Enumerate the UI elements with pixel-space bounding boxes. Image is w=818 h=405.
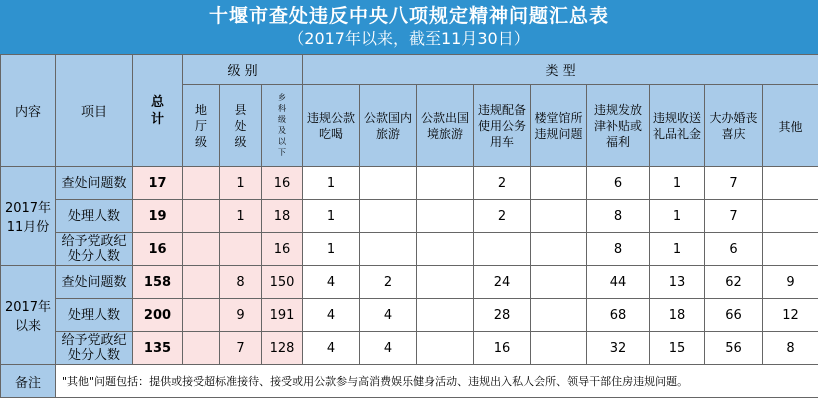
row-value — [183, 167, 220, 200]
header-type-4 — [531, 85, 587, 167]
summary-table — [0, 54, 818, 398]
row-value: 18 — [262, 200, 303, 233]
table-row — [1, 266, 818, 299]
header-type-label: 公款出国境旅游 — [421, 110, 470, 141]
row-item-label — [56, 332, 133, 365]
row-value: 62 — [705, 266, 763, 299]
section-label-text: 2017年以来 — [4, 300, 52, 334]
row-value: 1 — [303, 233, 360, 266]
row-value — [474, 233, 531, 266]
row-value — [360, 200, 417, 233]
row-value — [531, 299, 587, 332]
header-level-group: 级 别 — [183, 55, 303, 85]
table-body — [1, 167, 818, 365]
row-value — [183, 332, 220, 365]
row-item-label — [56, 233, 133, 266]
table-row — [1, 233, 818, 266]
row-item-label — [56, 299, 133, 332]
row-value: 1 — [303, 167, 360, 200]
row-value — [417, 299, 474, 332]
row-value: 4 — [303, 299, 360, 332]
note-label: 备注 — [1, 365, 56, 398]
row-value: 56 — [705, 332, 763, 365]
header-level-label: 乡科级及以下 — [278, 93, 286, 157]
row-total: 19 — [133, 200, 183, 233]
table-row — [1, 332, 818, 365]
row-value: 9 — [763, 266, 818, 299]
header-type-label: 大办婚丧喜庆 — [709, 110, 758, 141]
header-type-3 — [474, 85, 531, 167]
row-value: 24 — [474, 266, 531, 299]
row-value: 1 — [220, 200, 262, 233]
row-value — [417, 332, 474, 365]
row-value: 1 — [650, 167, 705, 200]
row-value: 32 — [587, 332, 650, 365]
header-type-label: 公款国内旅游 — [364, 110, 413, 141]
row-value — [531, 332, 587, 365]
header-type-label: 违规发放津补贴或福利 — [594, 102, 643, 149]
row-value: 8 — [587, 233, 650, 266]
row-value: 7 — [220, 332, 262, 365]
row-value: 12 — [763, 299, 818, 332]
row-value — [763, 233, 818, 266]
header-type-5 — [587, 85, 650, 167]
row-value: 6 — [705, 233, 763, 266]
row-value: 7 — [705, 167, 763, 200]
row-value: 1 — [650, 200, 705, 233]
note-text: "其他"问题包括：提供或接受超标准接待、接受或用公款参与高消费娱乐健身活动、违规出入私人会所、领导干部住房违规问题。 — [56, 365, 818, 398]
row-item-text: 给予党政纪处分人数 — [61, 333, 127, 363]
header-level-0 — [183, 85, 220, 167]
row-value: 7 — [705, 200, 763, 233]
row-value: 8 — [220, 266, 262, 299]
header-total-label: 总计 — [150, 94, 164, 127]
row-value — [183, 200, 220, 233]
row-item-text: 处理人数 — [67, 307, 120, 323]
row-value: 18 — [650, 299, 705, 332]
table-header — [1, 55, 818, 167]
row-value — [531, 200, 587, 233]
row-value: 9 — [220, 299, 262, 332]
header-type-label: 楼堂馆所违规问题 — [534, 110, 583, 141]
row-value — [360, 233, 417, 266]
row-value — [531, 167, 587, 200]
row-value: 15 — [650, 332, 705, 365]
header-type-6 — [650, 85, 705, 167]
row-item-label — [56, 200, 133, 233]
row-value — [183, 233, 220, 266]
row-total: 17 — [133, 167, 183, 200]
header-level-2 — [262, 85, 303, 167]
row-value: 8 — [763, 332, 818, 365]
section-label — [1, 167, 56, 266]
table-row — [1, 299, 818, 332]
row-value: 68 — [587, 299, 650, 332]
report-title: 十堰市查处违反中央八项规定精神问题汇总表 — [208, 5, 609, 27]
row-value: 28 — [474, 299, 531, 332]
row-value — [417, 200, 474, 233]
row-value: 44 — [587, 266, 650, 299]
row-value: 16 — [262, 167, 303, 200]
row-value: 66 — [705, 299, 763, 332]
row-item-text: 处理人数 — [67, 208, 120, 224]
row-item-label — [56, 266, 133, 299]
row-value: 4 — [360, 299, 417, 332]
row-value: 2 — [474, 167, 531, 200]
row-value — [763, 167, 818, 200]
row-value — [531, 266, 587, 299]
row-value: 4 — [303, 266, 360, 299]
row-total: 200 — [133, 299, 183, 332]
row-value — [417, 233, 474, 266]
row-value: 13 — [650, 266, 705, 299]
row-value: 4 — [303, 332, 360, 365]
row-total: 158 — [133, 266, 183, 299]
report-subtitle: （2017年以来，截至11月30日） — [288, 29, 530, 48]
row-total: 135 — [133, 332, 183, 365]
header-type-label: 违规收送礼品礼金 — [653, 110, 702, 141]
row-item-text: 给予党政纪处分人数 — [61, 234, 127, 264]
row-value — [417, 167, 474, 200]
row-item-text: 查处问题数 — [61, 175, 127, 191]
header-type-label: 其他 — [778, 120, 803, 134]
row-value: 150 — [262, 266, 303, 299]
row-value: 6 — [587, 167, 650, 200]
row-item-text: 查处问题数 — [61, 274, 127, 290]
row-value: 1 — [650, 233, 705, 266]
row-value: 1 — [303, 200, 360, 233]
header-type-group: 类 型 — [303, 55, 818, 85]
row-value — [183, 266, 220, 299]
header-type-label: 违规配备使用公务用车 — [478, 102, 527, 149]
header-type-label: 违规公款吃喝 — [307, 110, 356, 141]
header-type-2 — [417, 85, 474, 167]
header-level-label: 地厅级 — [194, 102, 207, 149]
header-level-label: 县处级 — [234, 102, 247, 149]
row-value: 4 — [360, 332, 417, 365]
row-value: 2 — [360, 266, 417, 299]
section-label-text: 2017年11月份 — [4, 201, 52, 235]
row-value — [531, 233, 587, 266]
header-type-7 — [705, 85, 763, 167]
header-type-8 — [763, 85, 818, 167]
row-value: 8 — [587, 200, 650, 233]
header-item: 项目 — [56, 55, 133, 167]
row-total: 16 — [133, 233, 183, 266]
row-value — [220, 233, 262, 266]
section-label — [1, 266, 56, 365]
table-row — [1, 167, 818, 200]
row-value — [417, 266, 474, 299]
row-value: 128 — [262, 332, 303, 365]
row-value — [183, 299, 220, 332]
table-footer — [1, 365, 818, 398]
header-type-1 — [360, 85, 417, 167]
header-level-1 — [220, 85, 262, 167]
row-value: 191 — [262, 299, 303, 332]
row-item-label — [56, 167, 133, 200]
row-value — [360, 167, 417, 200]
title-band — [0, 0, 818, 54]
row-value — [763, 200, 818, 233]
header-type-0 — [303, 85, 360, 167]
header-content: 内容 — [1, 55, 56, 167]
table-row — [1, 200, 818, 233]
row-value: 16 — [474, 332, 531, 365]
row-value: 16 — [262, 233, 303, 266]
row-value: 1 — [220, 167, 262, 200]
row-value: 2 — [474, 200, 531, 233]
header-total — [133, 55, 183, 167]
